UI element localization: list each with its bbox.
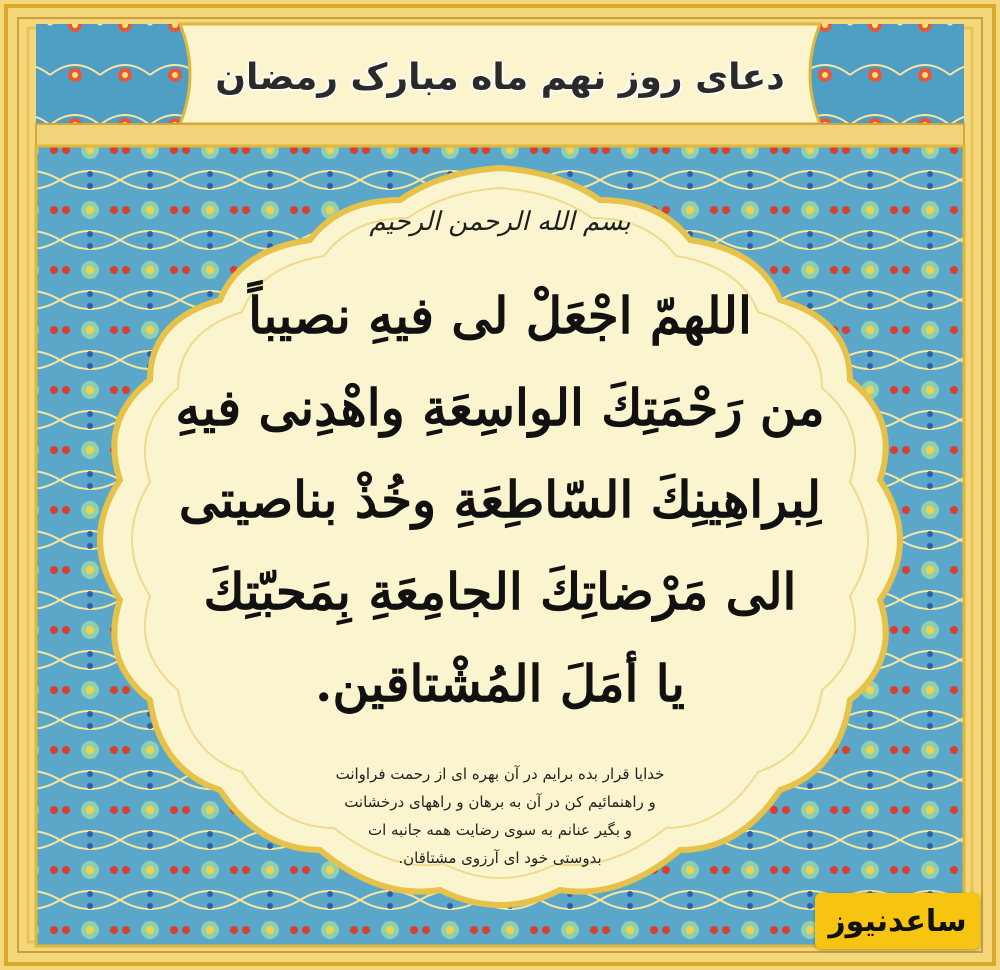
duaa-line: من رَحْمَتِكَ الواسِعَةِ واهْدِنی فیهِ	[175, 378, 825, 437]
page-title: دعای روز نهم ماه مبارک رمضان	[215, 57, 785, 98]
translation-line: و بگیر عنانم به سوی رضایت همه جانبه ات	[367, 821, 633, 839]
duaa-line: الی مَرْضاتِكَ الجامِعَةِ بِمَحبّتِكَ	[203, 562, 797, 621]
duaa-line: لِبراهِینِكَ السّاطِعَةِ وخُذْ بناصیتی	[178, 470, 822, 529]
translation-line: و راهنمائیم کن در آن به برهان و راههای درخشانت	[344, 793, 656, 811]
persian-translation	[270, 760, 730, 872]
duaa-line: اللهمّ اجْعَلْ لی فیهِ نصیباً	[248, 286, 752, 345]
translation-line: بدوستی خود ای آرزوی مشتاقان.	[398, 849, 602, 867]
basmala-calligraphy: بسم الله الرحمن الرحیم	[369, 207, 631, 237]
duaa-line: یا أمَلَ المُشْتاقین.	[315, 654, 685, 713]
duaa-text	[150, 270, 850, 730]
translation-line: خدایا قرار بده برایم در آن بهره ای از رحمت فراوانت	[335, 765, 665, 783]
saednews-logo: ساعدنیوز	[815, 893, 980, 949]
